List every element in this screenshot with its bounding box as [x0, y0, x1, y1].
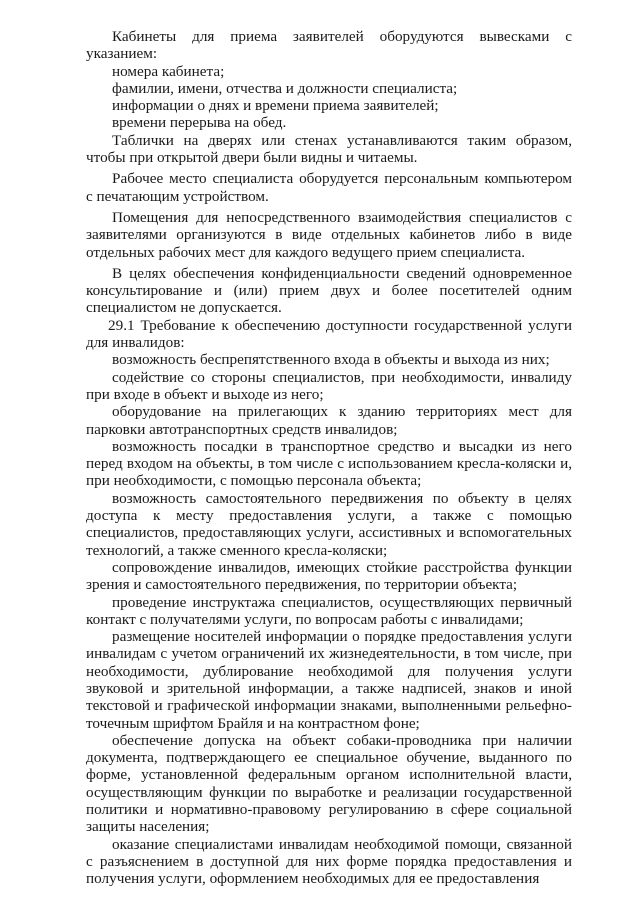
list-item-guide-dog: обеспечение допуска на объект собаки-проводника при наличии документа, подтверждающего ее специальное обучение, выданного по форме, установленной федеральным органом исполнительной власти, осуществляющим функции по выработке и реализации государственной политики и нормативно-правовому регулированию в сфере социальной защиты населения; — [86, 731, 572, 836]
list-item-vehicle-boarding: возможность посадки в транспортное средство и высадки из него перед входом на объекты, в том числе с использованием кресла-коляски и, при необходимости, с помощью персонала объекта; — [86, 437, 572, 490]
paragraph-section-29-1: 29.1 Требование к обеспечению доступности государственной услуги для инвалидов: — [86, 316, 572, 352]
document-body — [86, 28, 572, 888]
list-item-independent-movement: возможность самостоятельного передвижения по объекту в целях доступа к месту предоставления услуги, а также с помощью специалистов, предоставляющих услуги, ассистивных и вспомогательных технологий, а также сменного кресла-коляски; — [86, 489, 572, 559]
paragraph-premises: Помещения для непосредственного взаимодействия специалистов с заявителями организуются в виде отдельных кабинетов либо в виде отдельных рабочих мест для каждого ведущего прием специалиста. — [86, 208, 572, 261]
list-item-escort: сопровождение инвалидов, имеющих стойкие расстройства функции зрения и самостоятельного передвижения, по территории объекта; — [86, 558, 572, 594]
list-item-specialist-help: оказание специалистами инвалидам необходимой помощи, связанной с разъяснением в доступной для них форме порядка предоставления и получения услуги, оформлением необходимых для ее предоставления — [86, 835, 572, 888]
list-item-room-number: номера кабинета; — [112, 62, 225, 80]
list-item-reception-days: информации о днях и времени приема заявителей; — [112, 97, 439, 115]
paragraph-signage-intro: Кабинеты для приема заявителей оборудуются вывесками с указанием: — [86, 28, 572, 63]
list-item-lunch-break: времени перерыва на обед. — [112, 114, 287, 132]
list-item-staff-briefing: проведение инструктажа специалистов, осуществляющих первичный контакт с получателями услуги, по вопросам работы с инвалидами; — [86, 593, 572, 628]
paragraph-workplace: Рабочее место специалиста оборудуется персональным компьютером с печатающим устройством. — [86, 170, 572, 205]
list-item-free-entry: возможность беспрепятственного входа в объекты и выхода из них; — [112, 351, 550, 369]
list-item-staff-assistance: содействие со стороны специалистов, при необходимости, инвалиду при входе в объект и выходе из него; — [86, 368, 572, 403]
paragraph-confidentiality: В целях обеспечения конфиденциальности сведений одновременное консультирование и (или) прием двух и более посетителей одним специалистом не допускается. — [86, 264, 572, 317]
list-item-specialist-name: фамилии, имени, отчества и должности специалиста; — [112, 79, 458, 97]
paragraph-door-plates: Таблички на дверях или стенах устанавливаются таким образом, чтобы при открытой двери были видны и читаемы. — [86, 131, 572, 167]
list-item-information-carriers: размещение носителей информации о порядке предоставления услуги инвалидам с учетом ограничений их жизнедеятельности, в том числе, при необходимости, дублирование необходимой для получения услуги звуковой и зрительной информации, а также надписей, знаков и иной текстовой и графической информации знаками, выполненными рельефно-точечным шрифтом Брайля и на контрастном фоне; — [86, 628, 572, 732]
list-item-parking: оборудование на прилегающих к зданию территориях мест для парковки автотранспортных средств инвалидов; — [86, 403, 572, 438]
